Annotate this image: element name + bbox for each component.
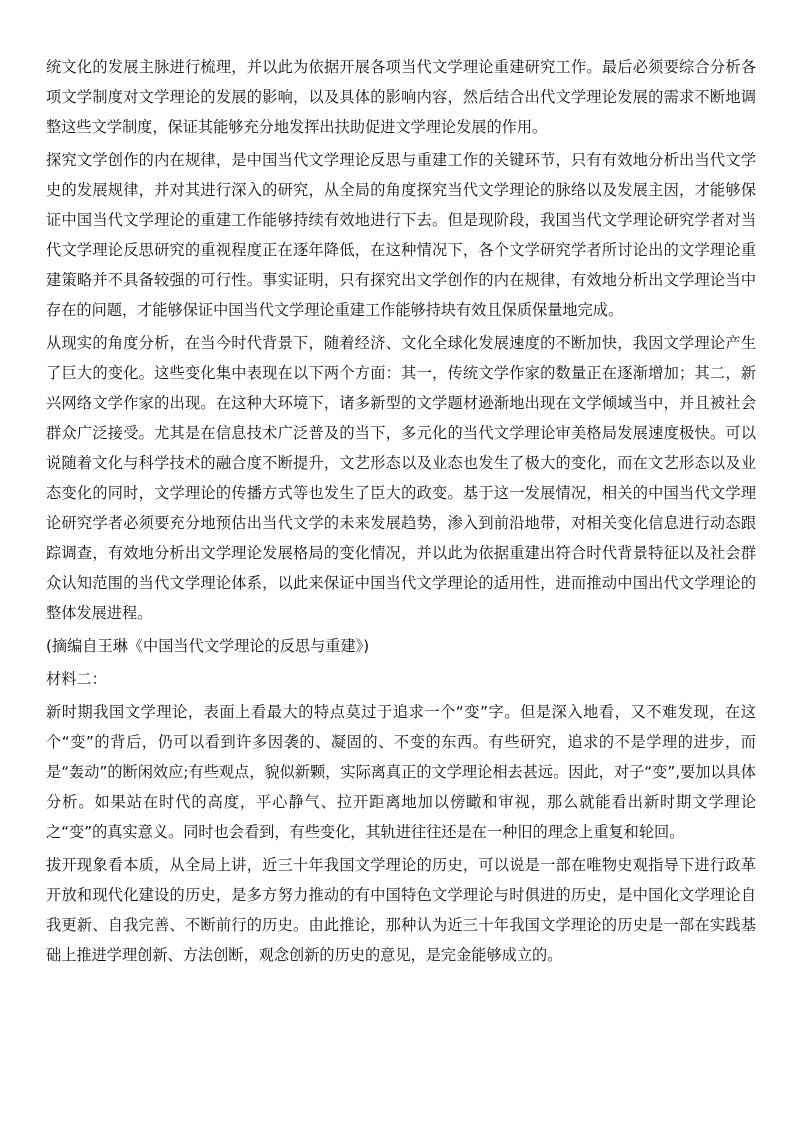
paragraph-5-essence: 拔开现象看本质，从全局上讲，近三十年我国文学理论的历史，可以说是一部在唯物史观指导下进行政革开放和现代化建设的历史，是多方努力推动的有中国特色文学理论与时俱进的历史，是中国化文学理论自我更新、自我完善、不断前行的历史。由此推论，那种认为近三十年我国文学理论的历史是一部在实践基础上推进学理创新、方法创断，观念创新的历史的意见，是完金能够成立的。 [46, 856, 756, 964]
paragraph-1-continuation: 统文化的发展主脉进行梳理，并以此为依据开展各项当代文学理论重建研究工作。最后必须要综合分析各项文学制度对文学理论的发展的影响，以及具体的影响内容，然后结合出代文学理论发展的需求不断地调整这些文学制度，保证其能够充分地发挥出扶助促进文学理论发展的作用。 [46, 58, 756, 136]
paragraph-2-creative-laws: 探究文学创作的内在规律，是中国当代文学理论反思与重建工作的关键环节，只有有效地分析出当代文学史的发展规律，并对其进行深入的研究，从全局的角度探究当代文学理论的脉络以及发展主因，才能够保证中国当代文学理论的重建工作能够持续有效地进行下去。但是现阶段，我国当代文学理论研究学者对当代文学理论反思研究的重视程度正在逐年降低，在这种情况下，各个文学研究学者所讨论出的文学理论重建策略并不具备较强的可行性。事实证明，只有探究出文学创作的内在规律，有效地分析出文学理论当中存在的问题，才能够保证中国当代文学理论重建工作能够持块有效且保质保量地完成。 [46, 151, 756, 319]
paragraph-3-reality-analysis: 从现实的角度分析，在当今时代背景下，随着经济、文化全球化发展速度的不断加快，我因文学理论产生了巨大的变化。这些变化集中表现在以下两个方面：其一，传统文学作家的数量正在逐渐增加；其二，新兴网络文学作家的出现。在这种大环境下，诸多新型的文学题材逊渐地出现在文学倾域当中，并且被社会群众广泛接受。尤其是在信息技术广泛普及的当下，多元化的当代文学理论审美格局发展速度极快。可以说随着文化与科学技术的融合度不断提升，文艺形态以及业态也发生了极大的变化，而在文艺形态以及业态变化的同时，文学理论的传播方式等也发生了臣大的政变。基于这一发展情况，相关的中国当代文学理论研究学者必须要充分地预估出当代文学的未来发展趋势，渗入到前沿地带，对相关变化信息进行动态跟踪调查，有效地分析出文学理论发展格局的变化情况，并以此为依据重建出符合时代背景特征以及社会群众认知范围的当代文学理论体系，以此来保证中国当代文学理论的适用性，进而推动中国出代文学理论的整体发展进程。 [46, 334, 756, 622]
material-two-heading: 材料二： [46, 670, 107, 688]
document-page [46, 52, 756, 970]
paragraph-4-change: 新时期我国文学理论，表面上看最大的特点莫过于追求一个“变”字。但是深入地看，又不难发现，在这个“变”的背后，仍可以看到许多因袭的、凝固的、不变的东西。有些研究，追求的不是学理的进步，而是“轰动”的断闲效应;有些观点，貌似新颗，实际离真正的文学理论相去甚远。因此，对子“变”,要加以具体分析。如果站在时代的高度，平心静气、拉开距离地加以傍瞰和审视，那么就能看出新时期文学理论之“变”的真实意义。同时也会看到，有些变化，其轨进往往还是在一种旧的理念上重复和轮回。 [46, 703, 756, 841]
source-citation: (摘编自王琳《中国当代文学理论的反思与重建》) [46, 637, 370, 655]
